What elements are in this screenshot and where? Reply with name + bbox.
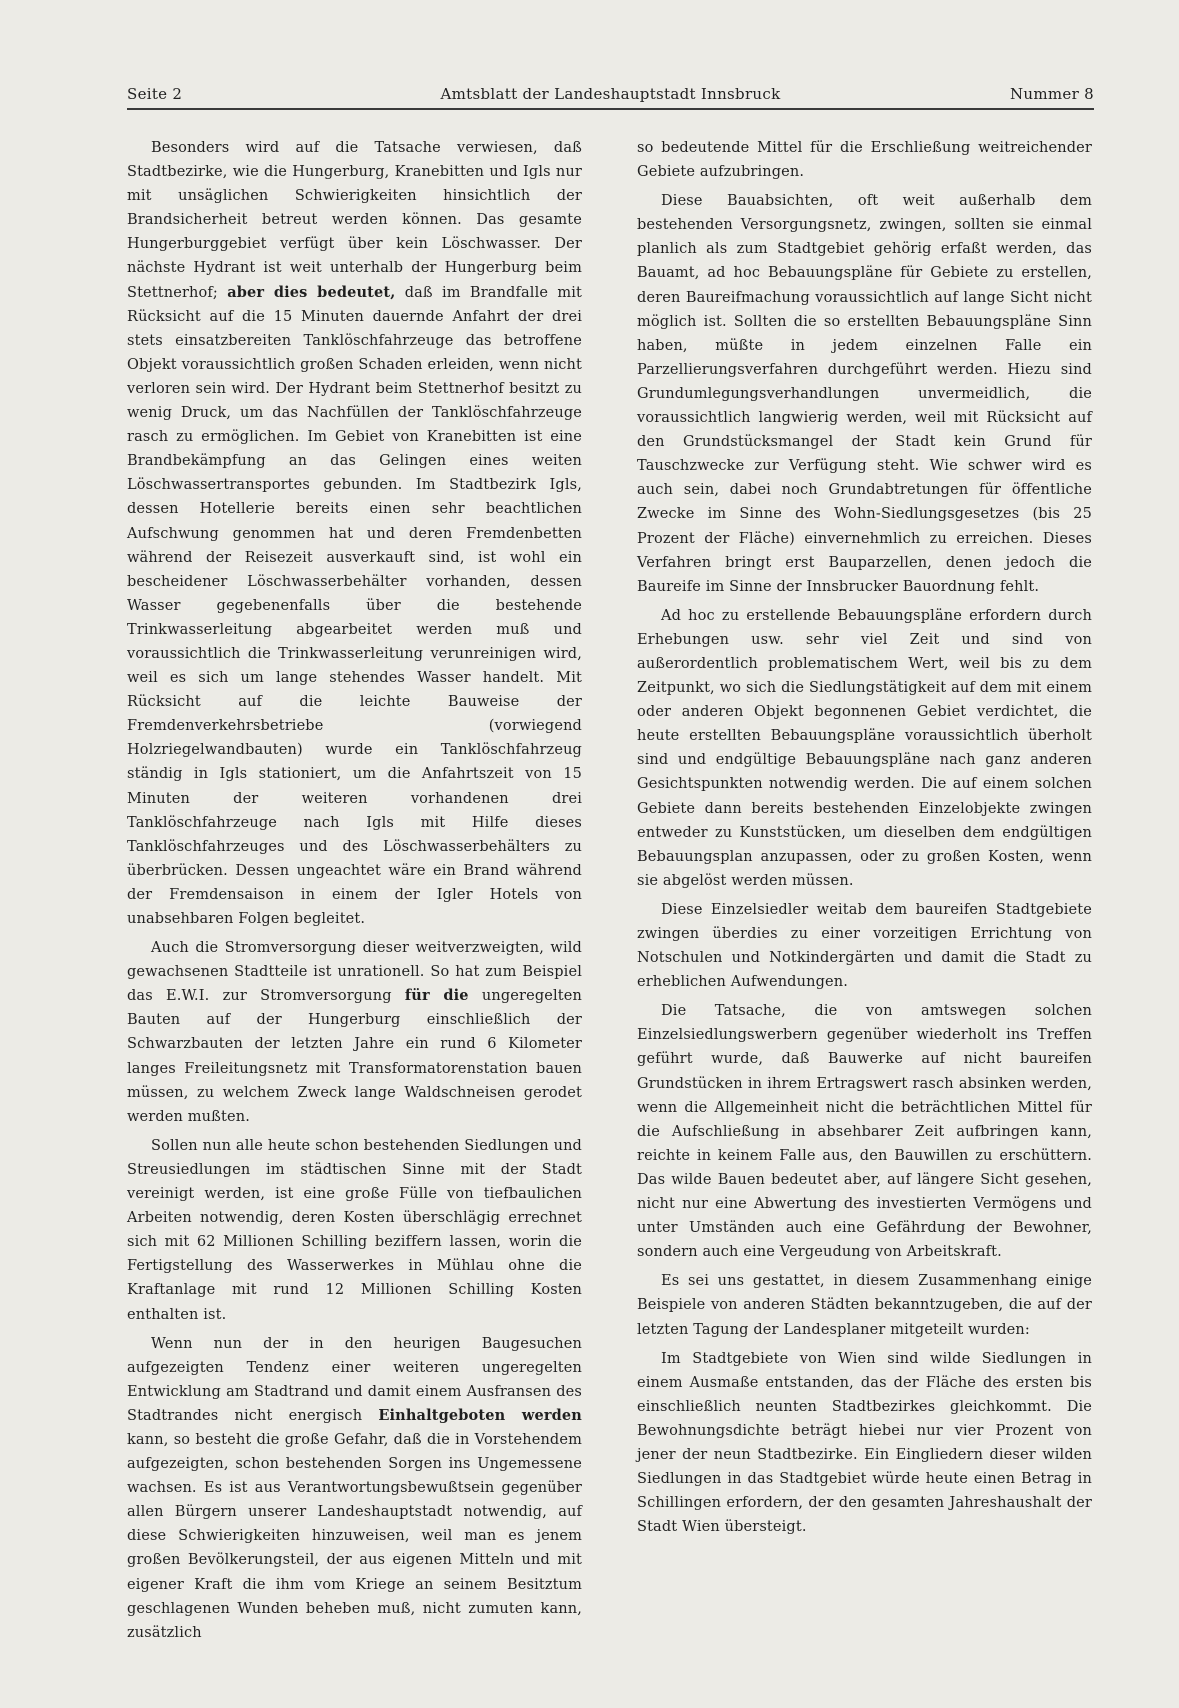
page-header xyxy=(127,84,1094,104)
paragraph-text: Auch die Stromversorgung dieser weitverzweigten, wild gewachsenen Stadtteile ist unrationell. So hat zum Beispiel das E.W.I. zur Stromversorgung xyxy=(127,940,582,1005)
paragraph-text: Wenn nun der in den heurigen Baugesuchen aufgezeigten Tendenz einer weiteren ungeregelten Entwicklung am Stadtrand und damit einem Ausfransen des Stadtrandes nicht energisch xyxy=(127,1335,582,1424)
paragraph-continued: so bedeutende Mittel für die Erschließung weitreichender Gebiete aufzubringen. xyxy=(637,140,1092,181)
right-column xyxy=(637,136,1092,1539)
paragraph: Im Stadtgebiete von Wien sind wilde Siedlungen in einem Ausmaße entstanden, das der Fläche des ersten bis einschließlich neunten Stadtbezirkes gleichkommt. Die Bewohnungsdichte beträgt hiebei nur vier Prozent von jener der neun Stadtbezirke. Ein Eingliedern dieser wilden Siedlungen in das Stadtgebiet würde heute einen Betrag in Schillingen erfordern, der den gesamten Jahreshaushalt der Stadt Wien übersteigt. xyxy=(637,1350,1092,1536)
paragraph-text: daß im Brandfalle mit Rücksicht auf die 15 Minuten dauernde Anfahrt der drei stets einsatzbereiten Tanklöschfahrzeuge das betroffene Objekt voraussichtlich großen Schaden erleiden, wenn nicht verloren sein wird. Der Hydrant beim Stettnerhof besitzt zu wenig Druck, um das Nachfüllen der Tanklöschfahrzeuge rasch zu ermöglichen. Im Gebiet von Kranebitten ist eine Brandbekämpfung an das Gelingen eines weiten Löschwassertransportes gebunden. Im Stadtbezirk Igls, dessen Hotellerie bereits einen sehr beachtlichen Aufschwung genommen hat und deren Fremdenbetten während der Reisezeit ausverkauft sind, ist wohl ein bescheidener Löschwasserbehälter vorhanden, dessen Wasser gegebenenfalls über die bestehende Trinkwasserleitung abgearbeitet werden muß und voraussichtlich die Trinkwasserleitung verunreinigen wird, weil es sich um lange stehendes Wasser handelt. Mit Rücksicht auf die leichte Bauweise der Fremdenverkehrsbetriebe (vorwiegend Holzriegelwandbauten) wurde ein Tanklöschfahrzeug ständig in Igls stationiert, um die Anfahrtszeit von 15 Minuten der weiteren vorhandenen drei Tanklöschfahrzeuge nach Igls mit Hilfe dieses Tanklöschfahrzeuges und des Löschwasserbehälters zu überbrücken. Dessen ungeachtet wäre ein Brand während der Fremdensaison in einem der Igler Hotels von unabsehbaren Folgen begleitet. xyxy=(127,284,582,927)
publication-title: Amtsblatt der Landeshauptstadt Innsbruck xyxy=(440,85,781,103)
page-number-label: Seite 2 xyxy=(127,85,183,103)
emphasis-text: aber dies bedeutet, xyxy=(227,283,396,301)
paragraph: Sollen nun alle heute schon bestehenden Siedlungen und Streusiedlungen im städtischen Sinne mit der Stadt vereinigt werden, ist eine große Fülle von tiefbaulichen Arbeiten notwendig, deren Kosten überschlägig errechnet sich mit 62 Millionen Schilling beziffern lassen, worin die Fertigstellung des Wasserwerkes in Mühlau ohne die Kraftanlage mit rund 12 Millionen Schilling Kosten enthalten ist. xyxy=(127,1137,582,1323)
paragraph: Ad hoc zu erstellende Bebauungspläne erfordern durch Erhebungen usw. sehr viel Zeit und sind von außerordentlich problematischem Wert, weil bis zu dem Zeitpunkt, wo sich die Siedlungstätigkeit auf dem mit einem oder anderen Objekt begonnenen Gebiet verdichtet, die heute erstellten Bebauungspläne voraussichtlich überholt sind und endgültige Bebauungspläne nach ganz anderen Gesichtspunkten notwendig werden. Die auf einem solchen Gebiete dann bereits bestehenden Einzelobjekte zwingen entweder zu Kunststücken, um dieselben dem endgültigen Bebauungsplan anzupassen, oder zu großen Kosten, wenn sie abgelöst werden müssen. xyxy=(637,607,1092,889)
emphasis-text: Einhaltgeboten werden xyxy=(378,1406,582,1424)
paragraph-text: Besonders wird auf die Tatsache verwiesen, daß Stadtbezirke, wie die Hungerburg, Kranebitten und Igls nur mit unsäglichen Schwierigkeiten hinsichtlich der Brandsicherheit betreut werden können. Das gesamte Hungerburggebiet verfügt über kein Löschwasser. Der nächste Hydrant ist weit unterhalb der Hungerburg beim Stettnerhof; xyxy=(127,140,582,301)
paragraph xyxy=(127,936,582,1129)
paragraph xyxy=(127,1332,582,1645)
issue-number-label: Nummer 8 xyxy=(1010,85,1094,103)
header-rule xyxy=(127,108,1094,110)
paragraph: Diese Einzelsiedler weitab dem baureifen Stadtgebiete zwingen überdies zu einer vorzeitigen Errichtung von Notschulen und Notkindergärten und damit die Stadt zu erheblichen Aufwendungen. xyxy=(637,901,1092,991)
paragraph: Es sei uns gestattet, in diesem Zusammenhang einige Beispiele von anderen Städten bekanntzugeben, die auf der letzten Tagung der Landesplaner mitgeteilt wurden: xyxy=(637,1273,1092,1338)
paragraph: Diese Bauabsichten, oft weit außerhalb dem bestehenden Versorgungsnetz, zwingen, sollten sie einmal planlich als zum Stadtgebiet gehörig erfaßt werden, das Bauamt, ad hoc Bebauungspläne für Gebiete zu erstellen, deren Baureifmachung voraussichtlich auf lange Sicht nicht möglich ist. Sollten die so erstellten Bebauungspläne Sinn haben, müßte in jedem einzelnen Falle ein Parzellierungsverfahren durchgeführt werden. Hiezu sind Grundumlegungsverhandlungen unvermeidlich, die voraussichtlich langwierig werden, weil mit Rücksicht auf den Grundstücksmangel der Stadt kein Grund für Tauschzwecke zur Verfügung steht. Wie schwer wird es auch sein, dabei noch Grundabtretungen für öffentliche Zwecke im Sinne des Wohn-Siedlungsgesetzes (bis 25 Prozent der Fläche) einvernehmlich zu erreichen. Dieses Verfahren bringt erst Bauparzellen, denen jedoch die Baureife im Sinne der Innsbrucker Bauordnung fehlt. xyxy=(637,193,1092,595)
left-column xyxy=(127,136,582,1645)
paragraph xyxy=(127,136,582,931)
emphasis-text: für die xyxy=(404,987,469,1005)
paragraph-text: kann, so besteht die große Gefahr, daß die in Vorstehendem aufgezeigten, schon bestehenden Sorgen ins Ungemessene wachsen. Es ist aus Verantwortungsbewußtsein gegenüber allen Bürgern unserer Landeshauptstadt notwendig, auf diese Schwierigkeiten hinzuweisen, weil man es jenem großen Bevölkerungsteil, der aus eigenen Mitteln und mit eigener Kraft die ihm vom Kriege an seinem Besitztum geschlagenen Wunden beheben muß, nicht zumuten kann, zusätzlich xyxy=(127,1431,582,1641)
paragraph-text: ungeregelten Bauten auf der Hungerburg einschließlich der Schwarzbauten der letzten Jahre ein rund 6 Kilometer langes Freileitungsnetz mit Transformatorenstation bauen müssen, zu welchem Zweck lange Waldschneisen gerodet werden mußten. xyxy=(127,988,582,1125)
paragraph: Die Tatsache, die von amtswegen solchen Einzelsiedlungswerbern gegenüber wiederholt ins Treffen geführt wurde, daß Bauwerke auf nicht baureifen Grundstücken in ihrem Ertragswert rasch absinken werden, wenn die Allgemeinheit nicht die beträchtlichen Mittel für die Aufschließung in absehbarer Zeit aufbringen kann, reichte in keinem Falle aus, den Bauwillen zu erschüttern. Das wilde Bauen bedeutet aber, auf längere Sicht gesehen, nicht nur eine Abwertung des investierten Vermögens und unter Umständen auch eine Gefährdung der Bewohner, sondern auch eine Vergeudung von Arbeitskraft. xyxy=(637,1003,1092,1261)
